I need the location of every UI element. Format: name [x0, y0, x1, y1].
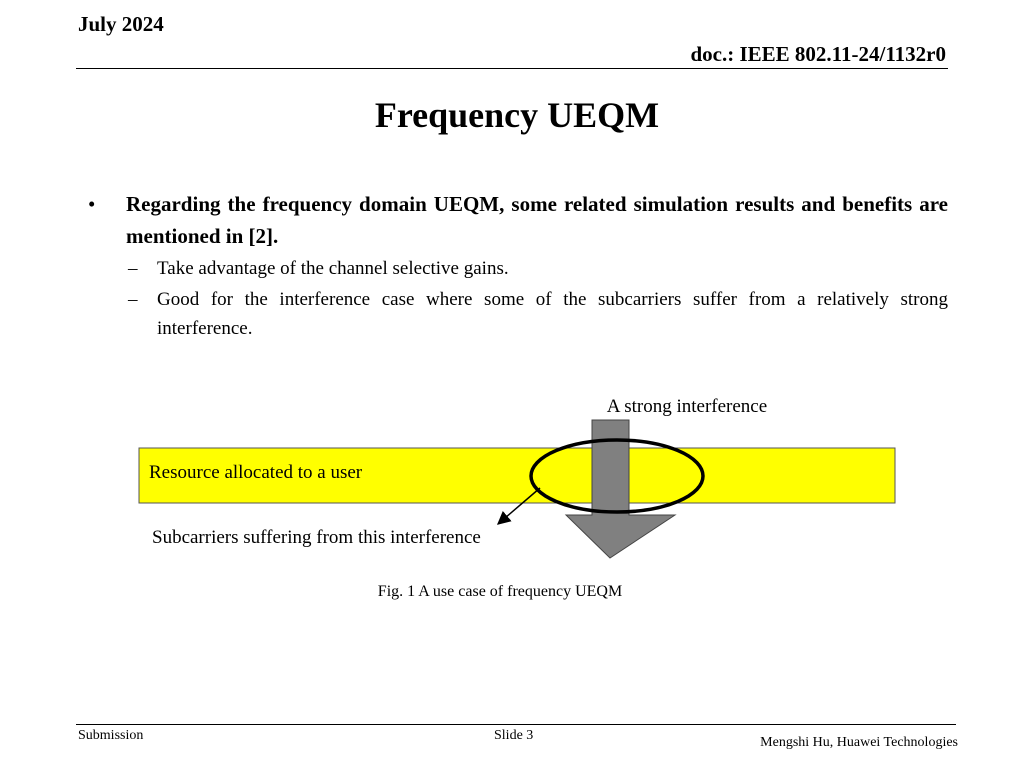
bullet-marker: • — [88, 192, 96, 216]
header-doc-id: doc.: IEEE 802.11-24/1132r0 — [690, 42, 946, 66]
footer-author: Mengshi Hu, Huawei Technologies — [760, 735, 958, 750]
slide-title: Frequency UEQM — [374, 95, 660, 135]
sub-bullet-marker: – — [128, 258, 138, 279]
header-divider — [76, 68, 948, 69]
sub-bullet-text: Good for the interference case where some of the subcarriers suffer from a relatively strong interference. — [157, 289, 948, 339]
footer-divider — [76, 724, 956, 725]
bullet-item — [88, 188, 948, 252]
interference-label: A strong interference — [606, 396, 768, 417]
resource-label: Resource allocated to a user — [149, 462, 363, 483]
sub-bullet-text: Take advantage of the channel selective gains. — [157, 258, 509, 279]
sub-bullet-item — [88, 254, 948, 283]
sub-bullet-item — [88, 285, 948, 343]
slide-body — [88, 188, 948, 343]
sub-bullet-marker: – — [128, 289, 138, 310]
footer-left: Submission — [78, 728, 144, 743]
figure-diagram — [0, 380, 1024, 580]
figure-caption: Fig. 1 A use case of frequency UEQM — [377, 583, 623, 600]
bullet-text: Regarding the frequency domain UEQM, some related simulation results and benefits are mentioned in [2]. — [126, 192, 948, 248]
header-date: July 2024 — [78, 12, 164, 36]
subcarrier-label: Subcarriers suffering from this interference — [152, 527, 481, 548]
footer-slide-number: Slide 3 — [494, 728, 534, 743]
